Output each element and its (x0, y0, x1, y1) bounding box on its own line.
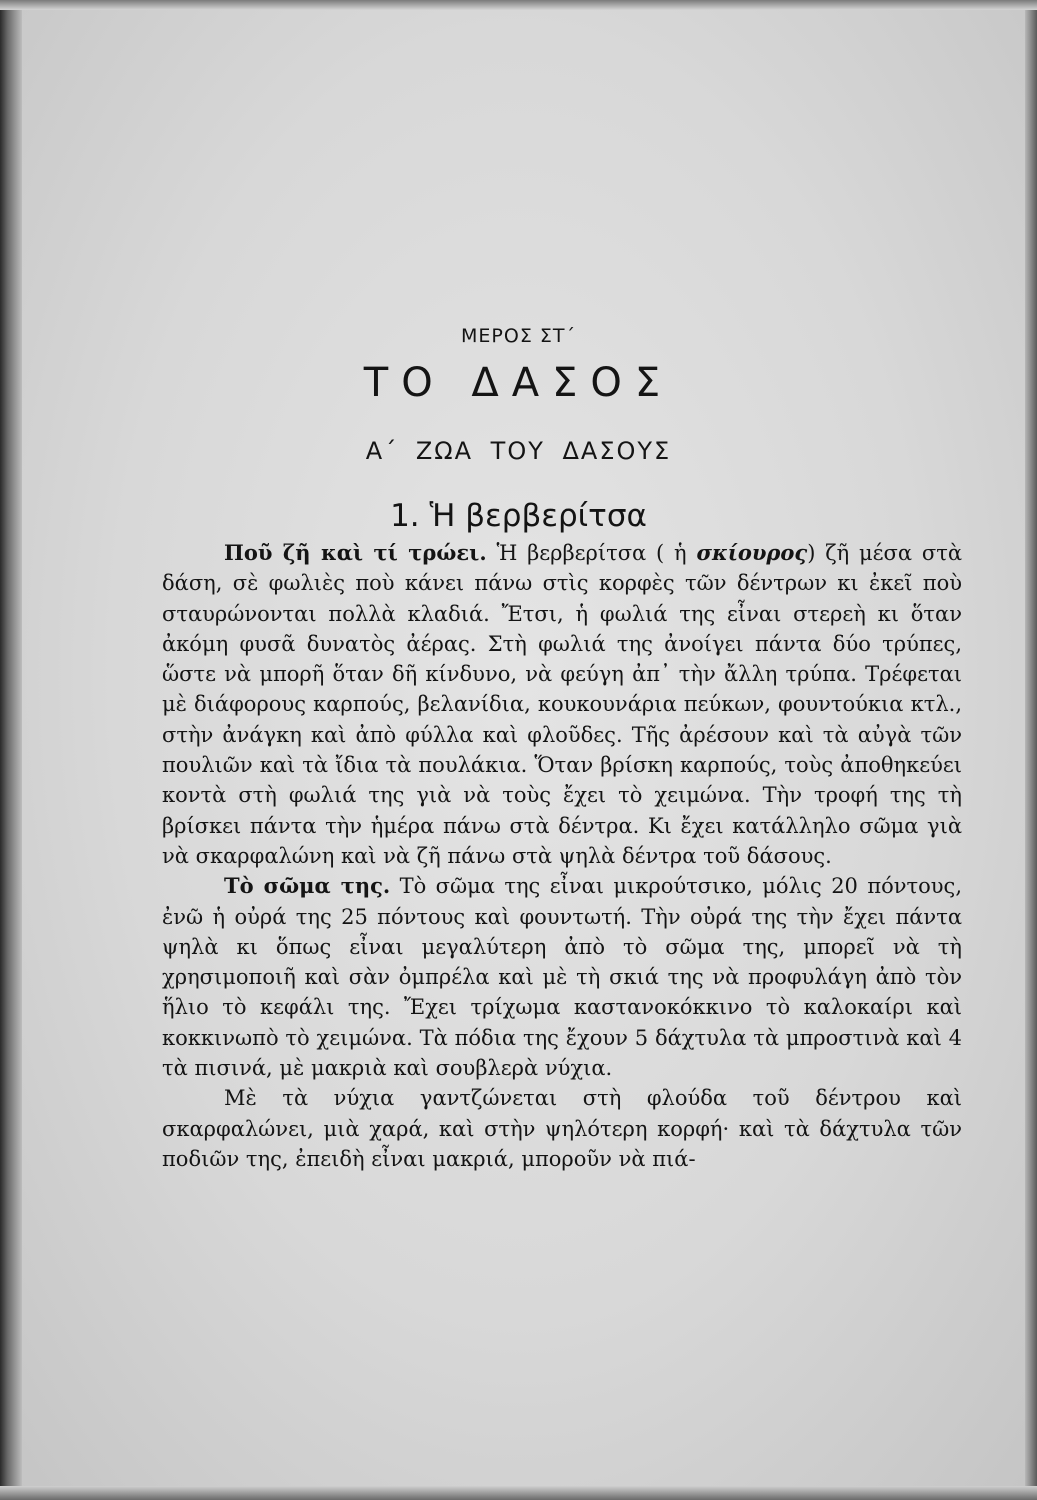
body-text (162, 538, 962, 1174)
paragraph-body (162, 871, 962, 1083)
paragraph-heading: Τὸ σῶμα της. (224, 873, 391, 899)
page-edge-bottom (0, 1486, 1037, 1500)
paragraph-text: ) ζῆ μέσα στὰ δάση, σὲ φωλιὲς ποὺ κάνει πάνω στὶς κορφὲς τῶν δέντρων κι ἐκεῖ ποὺ σταυρώνονται πολλὰ κλαδιά. Ἔτσι, ἡ φωλιά της εἶναι στερεὴ κι ὅταν ἀκόμη φυσᾶ δυνατὸς ἀέρας. Στὴ φωλιά της ἀνοίγει πάντα δύο τρύπες, ὥστε νὰ μπορῆ ὅταν δῆ κίνδυνο, νὰ φεύγη ἀπ᾽ τὴν ἄλλη τρύπα. Τρέφεται μὲ διάφορους καρπούς, βελανίδια, κουκουνάρια πεύκων, φουντούκια κτλ., στὴν ἀνάγκη καὶ ἀπὸ φύλλα καὶ φλοῦδες. Τῆς ἀρέσουν καὶ τὰ αὐγὰ τῶν πουλιῶν καὶ τὰ ἴδια τὰ πουλάκια. Ὅταν βρίσκη καρπούς, τοὺς ἀποθηκεύει κοντὰ στὴ φωλιά της γιὰ νὰ τοὺς ἔχει τὸ χειμώνα. Τὴν τροφή της τὴ βρίσκει πάντα τὴν ἡμέρα πάνω στὰ δέντρα. Κι ἔχει κατάλληλο σῶμα γιὰ νὰ σκαρφαλώνη καὶ νὰ ζῆ πάνω στὰ ψηλὰ δέντρα τοῦ δάσους. (162, 541, 963, 868)
paragraph-text: Ἡ βερβερίτσα ( ἡ (486, 541, 697, 565)
paragraph-heading: Ποῦ ζῆ καὶ τί τρώει. (224, 540, 487, 565)
paragraph-habitat (162, 538, 962, 871)
page-edge-right (1025, 0, 1037, 1500)
part-label: ΜΕΡΟΣ ΣΤ΄ (461, 325, 576, 347)
page-edge-top (0, 0, 1037, 10)
section-title: ΤΟ ΔΑΣΟΣ (363, 360, 674, 406)
paragraph-claws (162, 1083, 962, 1174)
paragraph-term: σκίουρος (696, 540, 808, 565)
page-edge-left (0, 0, 22, 1500)
section-subtitle: Α΄ ΖΩΑ ΤΟΥ ΔΑΣΟΥΣ (365, 437, 672, 465)
chapter-title: 1. Ἡ βερβερίτσα (390, 498, 647, 534)
paragraph-text: Τὸ σῶμα της εἶναι μικρούτσικο, μόλις 20 πόντους, ἐνῶ ἡ οὐρά της 25 πόντους καὶ φουντωτή. Τὴν οὐρά της τὴν ἔχει πάντα ψηλὰ κι ὅπως εἶναι μεγαλύτερη ἀπὸ τὸ σῶμα της, μπορεῖ νὰ τὴ χρησιμοποιῆ καὶ σὰν ὀμπρέλα καὶ μὲ τὴ σκιά της νὰ προφυλάγη ἀπὸ τὸν ἥλιο τὸ κεφάλι της. Ἔχει τρίχωμα καστανοκόκκινο τὸ καλοκαίρι καὶ κοκκινωπὸ τὸ χειμώνα. Τὰ πόδια της ἔχουν 5 δάχτυλα τὰ μπροστινὰ καὶ 4 τὰ πισινά, μὲ μακριὰ καὶ σουβλερὰ νύχια. (162, 874, 962, 1081)
paragraph-text: Μὲ τὰ νύχια γαντζώνεται στὴ φλούδα τοῦ δέντρου καὶ σκαρφαλώνει, μιὰ χαρά, καὶ στὴν ψηλότερη κορφή· καὶ τὰ δάχτυλα τῶν ποδιῶν της, ἐπειδὴ εἶναι μακριά, μποροῦν νὰ πιά- (162, 1086, 962, 1171)
